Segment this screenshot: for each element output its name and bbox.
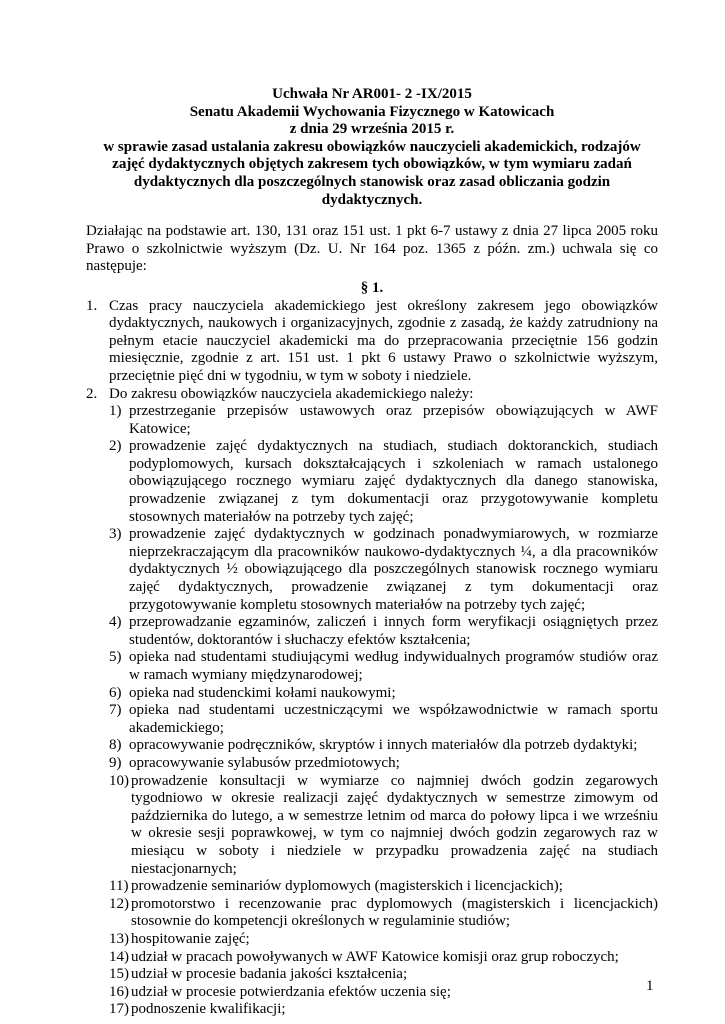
intro-paragraph: Działając na podstawie art. 130, 131 oraz 151 ust. 1 pkt 6-7 ustawy z dnia 27 lipca 2005 roku Prawo o szkolnictwie wyższym (Dz. U. Nr 164 poz. 1365 z późn. zm.) uchwala się co następuje:: [86, 223, 658, 275]
duties-list: [109, 403, 658, 1019]
duty-item: [109, 685, 658, 703]
duty-item: [109, 949, 658, 967]
main-points-list: [86, 298, 658, 1019]
duty-number: 2): [109, 438, 122, 455]
duty-text: przeprowadzanie egzaminów, zaliczeń i innych form weryfikacji osiągniętych przez studentów, doktorantów i słuchaczy efektów kształcenia;: [129, 614, 658, 648]
duty-number: 7): [109, 702, 122, 719]
duty-item: [109, 438, 658, 526]
duty-item: [109, 1001, 658, 1019]
duty-item: [109, 966, 658, 984]
duty-number: 6): [109, 684, 122, 701]
duty-number: 15): [109, 966, 129, 983]
title-resolution-number: Uchwała Nr AR001- 2 -IX/2015: [272, 86, 472, 102]
duty-number: 4): [109, 614, 122, 631]
duty-text: udział w procesie badania jakości kształcenia;: [131, 966, 408, 983]
duty-number: 5): [109, 649, 122, 666]
duty-item: [109, 773, 658, 879]
duty-item: [109, 702, 658, 737]
duty-text: podnoszenie kwalifikacji;: [131, 1001, 286, 1018]
duty-text: opieka nad studentami uczestniczącymi we współzawodnictwie w ramach sportu akademickiego;: [129, 702, 658, 736]
duty-item: [109, 403, 658, 438]
duty-number: 9): [109, 754, 122, 771]
title-senate: Senatu Akademii Wychowania Fizycznego w Katowicach: [189, 103, 555, 120]
point-text: Czas pracy nauczyciela akademickiego jest określony zakresem jego obowiązków dydaktycznych, naukowych i organizacyjnych, zgodnie z zasadą, że każdy zatrudniony na pełnym etacie nauczyciel akademicki ma do przepracowania przeciętnie 156 godzin miesięcznie, zgodnie z art. 151 ust. 1 pkt 6 ustawy Prawo o szkolnictwie wyższym, przeciętnie pięć dni w tygodniu, w tym w soboty i niedziele.: [109, 297, 658, 384]
point-text: Do zakresu obowiązków nauczyciela akademickiego należy:: [109, 385, 474, 402]
page-number: 1: [646, 978, 654, 994]
document-title: [86, 86, 658, 209]
duty-number: 11): [109, 878, 129, 895]
duty-item: [109, 984, 658, 1002]
duty-item: [109, 896, 658, 931]
duty-number: 14): [109, 948, 129, 965]
duty-number: 13): [109, 930, 129, 947]
duty-number: 1): [109, 403, 122, 420]
title-subject: w sprawie zasad ustalania zakresu obowiązków nauczycieli akademickich, rodzajów zajęć dydaktycznych objętych zakresem tych obowiązków, w tym wymiaru zadań dydaktycznych dla poszczególnych stanowisk oraz zasad obliczania godzin dydaktycznych.: [103, 138, 641, 208]
duty-number: 8): [109, 737, 122, 754]
title-date: z dnia 29 września 2015 r.: [289, 121, 455, 138]
duty-text: prowadzenie konsultacji w wymiarze co najmniej dwóch godzin zegarowych tygodniowo w okresie realizacji zajęć dydaktycznych w semestrze zimowym od października do lutego, a w semestrze letnim od marca do połowy lipca i we wrześniu w okresie sesji poprawkowej, w tym co najmniej dwóch godzin zegarowych raz w miesiącu w soboty i niedziele w przypadku prowadzenia zajęć na studiach niestacjonarnych;: [131, 772, 658, 877]
duty-text: opieka nad studenckimi kołami naukowymi;: [129, 684, 396, 701]
duty-item: [109, 614, 658, 649]
duty-item: [109, 878, 658, 896]
duty-item: [109, 649, 658, 684]
duty-text: promotorstwo i recenzowanie prac dyplomowych (magisterskich i licencjackich) stosownie do kompetencji określonych w regulaminie studiów;: [131, 895, 658, 930]
duty-text: prowadzenie zajęć dydaktycznych w godzinach ponadwymiarowych, w rozmiarze nieprzekraczającym dla pracowników naukowo-dydaktycznych ¼, a dla pracowników dydaktycznych ½ obowiązującego dla poszczególnych stanowisk rocznego wymiaru zajęć dydaktycznych, prowadzenie związanej z tym dokumentacji oraz przygotowywanie kompletu stosownych materiałów na potrzeby tych zajęć;: [129, 526, 658, 613]
point-number: 2.: [86, 385, 98, 402]
duty-item: [109, 526, 658, 614]
duty-text: przestrzeganie przepisów ustawowych oraz przepisów obowiązujących w AWF Katowice;: [129, 403, 658, 437]
duty-item: [109, 737, 658, 755]
duty-number: 16): [109, 983, 129, 1000]
duty-number: 10): [109, 772, 129, 789]
duty-text: udział w procesie potwierdzania efektów uczenia się;: [131, 983, 451, 1000]
document-page: [86, 86, 658, 1019]
duty-item: [109, 931, 658, 949]
duty-number: 3): [109, 526, 122, 543]
section-heading: § 1.: [360, 279, 384, 296]
duty-text: opracowywanie sylabusów przedmiotowych;: [129, 754, 400, 771]
duty-number: 12): [109, 895, 129, 912]
duty-text: prowadzenie seminariów dyplomowych (magisterskich i licencjackich);: [131, 878, 563, 895]
duty-text: hospitowanie zajęć;: [131, 930, 250, 947]
duty-item: [109, 755, 658, 773]
duty-text: udział w pracach powoływanych w AWF Katowice komisji oraz grup roboczych;: [131, 948, 619, 965]
duty-text: opieka nad studentami studiującymi według indywidualnych programów studiów oraz w ramach wymiany międzynarodowej;: [129, 649, 658, 683]
duty-text: prowadzenie zajęć dydaktycznych na studiach, studiach doktoranckich, studiach podyplomowych, kursach dokształcających i szkoleniach w ramach ustalonego obowiązującego rocznego wymiaru zajęć dydaktycznych dla danego stanowiska, prowadzenie związanej z tym dokumentacji oraz przygotowywanie kompletu stosownych materiałów na potrzeby tych zajęć;: [129, 438, 658, 525]
point-item: [86, 386, 658, 1019]
point-number: 1.: [86, 297, 98, 314]
point-item: [86, 298, 658, 386]
duty-number: 17): [109, 1001, 129, 1018]
duty-text: opracowywanie podręczników, skryptów i innych materiałów dla potrzeb dydaktyki;: [129, 737, 638, 754]
